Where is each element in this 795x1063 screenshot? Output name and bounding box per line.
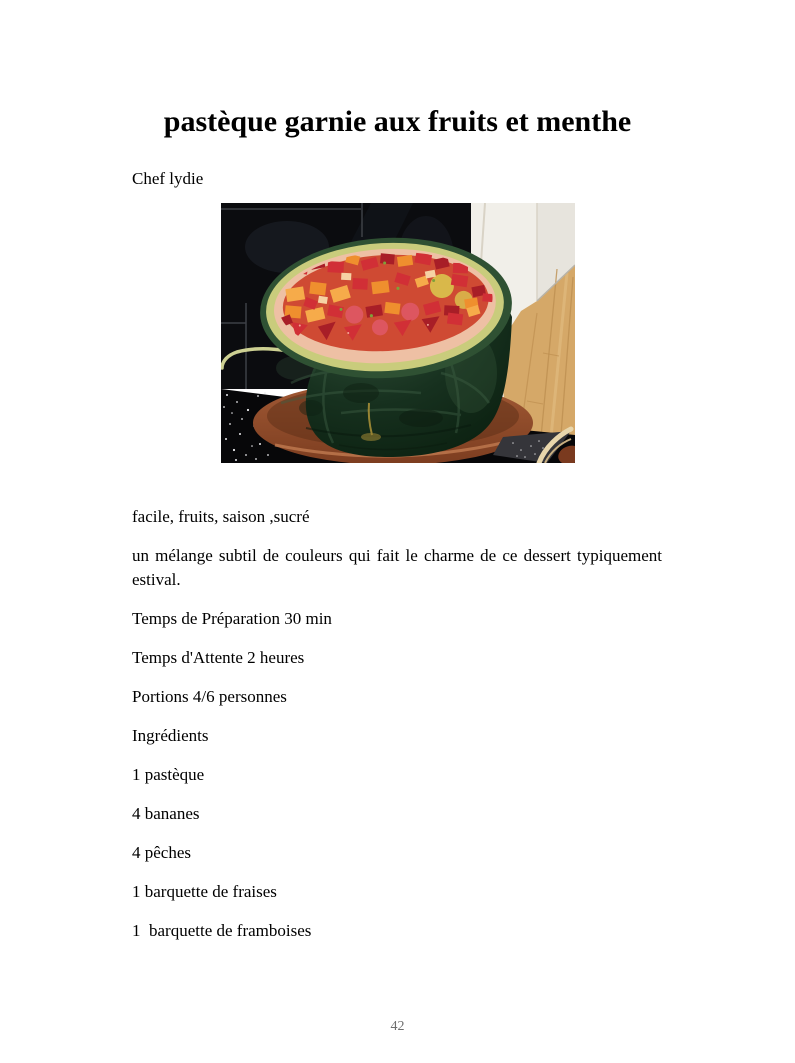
ingredient-item: 4 bananes bbox=[132, 804, 200, 823]
watermelon-photo-illustration bbox=[221, 203, 575, 463]
recipe-photo bbox=[221, 203, 575, 463]
page-number: 42 bbox=[390, 1019, 405, 1034]
ingredient-item: 1 pastèque bbox=[132, 765, 205, 784]
portions: Portions 4/6 personnes bbox=[132, 687, 287, 706]
recipe-tags: facile, fruits, saison ,sucré bbox=[132, 507, 310, 526]
recipe-body bbox=[132, 505, 662, 943]
recipe-description: un mélange subtil de couleurs qui fait le charme de ce dessert typiquement estival. bbox=[132, 546, 662, 589]
ingredient-item: 1 barquette de fraises bbox=[132, 882, 277, 901]
ingredient-item: 4 pêches bbox=[132, 843, 192, 862]
ingredients-heading: Ingrédients bbox=[132, 726, 209, 745]
recipe-title: pastèque garnie aux fruits et menthe bbox=[163, 105, 632, 138]
recipe-author: Chef lydie bbox=[132, 169, 204, 188]
ingredient-item: 1 barquette de framboises bbox=[132, 921, 312, 940]
prep-time: Temps de Préparation 30 min bbox=[132, 609, 332, 628]
wait-time: Temps d'Attente 2 heures bbox=[132, 648, 305, 667]
